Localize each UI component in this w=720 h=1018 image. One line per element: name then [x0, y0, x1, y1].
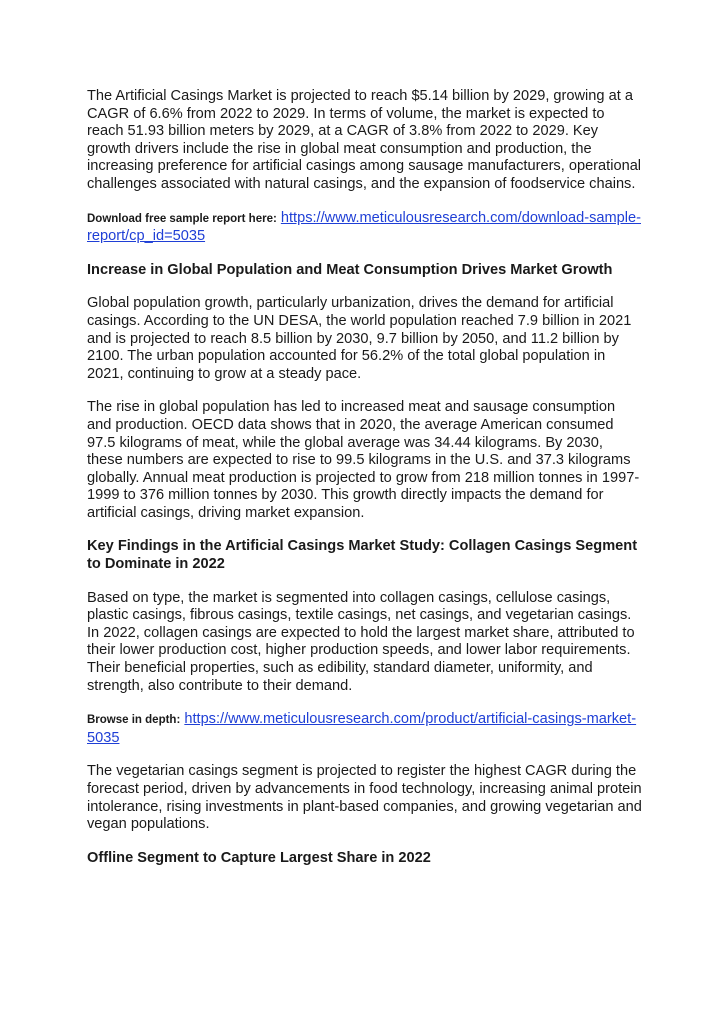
sample-report-line	[87, 210, 642, 246]
browse-link[interactable]: https://www.meticulousresearch.com/product/artificial-casings-market-5035	[87, 711, 637, 746]
heading-offline: Offline Segment to Capture Largest Share in 2022	[87, 849, 431, 866]
vegetarian-paragraph: The vegetarian casings segment is projected to register the highest CAGR during the forecast period, driven by advancements in food technology, increasing animal protein intolerance, rising investments in plant-based companies, and growing vegetarian and vegan populations.	[87, 763, 642, 833]
sample-report-link[interactable]: https://www.meticulousresearch.com/download-sample-report/cp_id=5035	[87, 209, 641, 245]
collagen-paragraph: Based on type, the market is segmented into collagen casings, cellulose casings, plastic casings, fibrous casings, textile casings, net casings, and vegetarian casings. In 2022, collagen casings are expected to hold the largest market share, attributed to their lower production cost, higher production speeds, and lower labor requirements. Their beneficial properties, such as edibility, standard diameter, uniformity, and strength, also contribute to their demand.	[87, 589, 635, 694]
intro-paragraph: The Artificial Casings Market is projected to reach $5.14 billion by 2029, growing at a CAGR of 6.6% from 2022 to 2029. In terms of volume, the market is expected to reach 51.93 billion meters by 2029, at a CAGR of 3.8% from 2022 to 2029. Key growth drivers include the rise in global meat consumption and production, the increasing preference for artificial casings among sausage manufacturers, operational challenges associated with natural casings, and the expansion of foodservice chains.	[87, 88, 642, 192]
sample-report-label: Download free sample report here:	[87, 212, 277, 225]
heading-collagen: Key Findings in the Artificial Casings Market Study: Collagen Casings Segment to Dominate in 2022	[87, 538, 638, 573]
browse-label: Browse in depth:	[87, 714, 181, 727]
heading-population: Increase in Global Population and Meat Consumption Drives Market Growth	[87, 261, 613, 278]
document-body	[87, 88, 642, 883]
population-paragraph: Global population growth, particularly urbanization, drives the demand for artificial casings. According to the UN DESA, the world population reached 7.9 billion in 2021 and is projected to reach 8.5 billion by 2030, 9.7 billion by 2050, and 11.2 billion by 2100. The urban population accounted for 56.2% of the total global population in 2021, continuing to grow at a steady pace.	[87, 295, 632, 382]
browse-line	[87, 711, 642, 747]
meat-consumption-paragraph: The rise in global population has led to increased meat and sausage consumption and production. OECD data shows that in 2020, the average American consumed 97.5 kilograms of meat, while the global average was 34.44 kilograms. By 2030, these numbers are expected to rise to 99.5 kilograms in the U.S. and 37.3 kilograms globally. Annual meat production is projected to grow from 218 million tonnes in 1997-1999 to 376 million tonnes by 2030. This growth directly impacts the demand for artificial casings, driving market expansion.	[87, 399, 640, 521]
